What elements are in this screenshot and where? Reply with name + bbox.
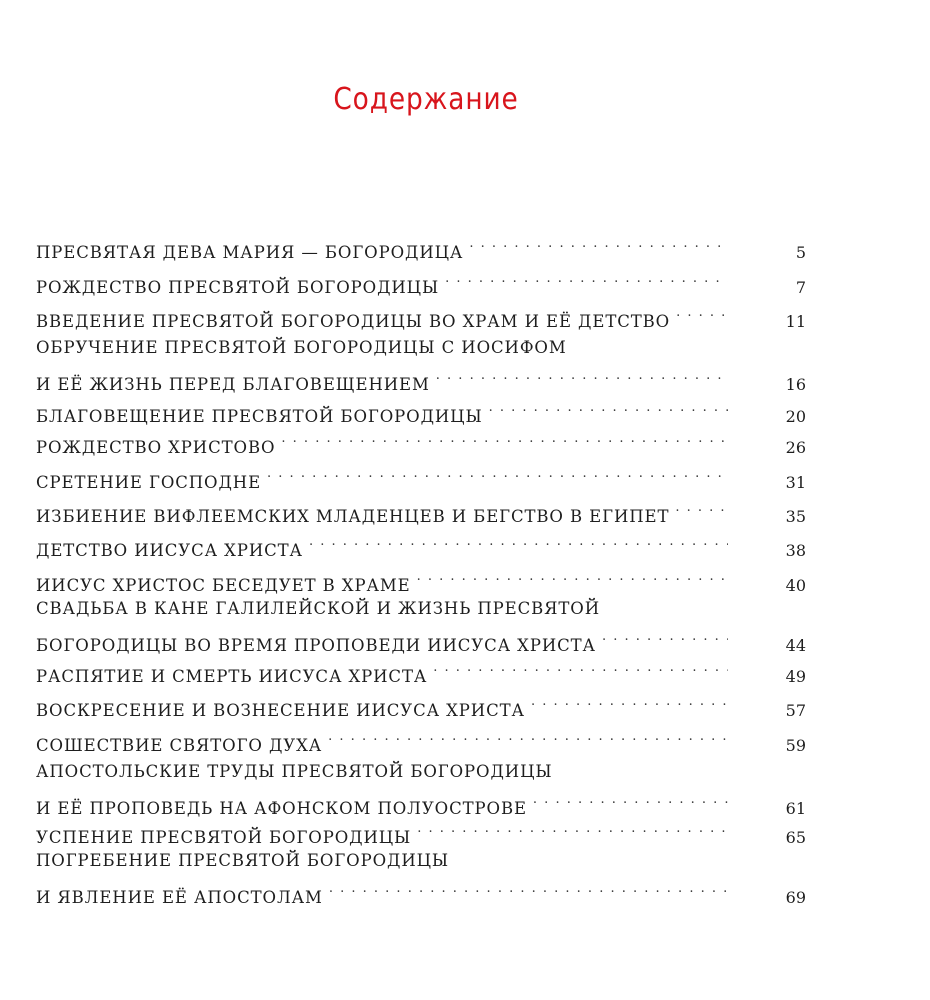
dot-leader <box>489 394 728 422</box>
dot-leader <box>531 688 728 716</box>
toc-entry-title: ПРЕСВЯТАЯ ДЕВА МАРИЯ — БОГОРОДИЦА <box>36 243 464 262</box>
toc-entry-title: БЛАГОВЕЩЕНИЕ ПРЕСВЯТОЙ БОГОРОДИЦЫ <box>36 407 483 426</box>
toc-entry-title: РОЖДЕСТВО ХРИСТОВО <box>36 438 276 457</box>
dot-leader <box>309 528 728 556</box>
toc-page-number: 35 <box>785 507 806 526</box>
dot-leader <box>433 654 728 682</box>
toc-page-number: 69 <box>785 888 806 907</box>
toc-entry-title: ИЗБИЕНИЕ ВИФЛЕЕМСКИХ МЛАДЕНЦЕВ И БЕГСТВО В ЕГИПЕТ <box>36 507 670 526</box>
toc-page-number: 44 <box>785 636 806 655</box>
toc-entry-title-line1: ОБРУЧЕНИЕ ПРЕСВЯТОЙ БОГОРОДИЦЫ С ИОСИФОМ <box>36 338 567 357</box>
toc-entry[interactable] <box>36 528 806 565</box>
toc-entry-title-line1: СВАДЬБА В КАНЕ ГАЛИЛЕЙСКОЙ И ЖИЗНЬ ПРЕСВЯТОЙ <box>36 599 601 618</box>
toc-page-number: 61 <box>785 799 806 818</box>
dot-leader <box>267 460 728 488</box>
toc-page-number: 26 <box>785 438 806 457</box>
toc-entry[interactable] <box>36 230 806 267</box>
toc-page-number: 65 <box>785 828 806 847</box>
toc-entry[interactable] <box>36 265 806 302</box>
dot-leader <box>469 230 728 258</box>
toc-entry-title: ДЕТСТВО ИИСУСА ХРИСТА <box>36 541 303 560</box>
toc-entry-title: ВВЕДЕНИЕ ПРЕСВЯТОЙ БОГОРОДИЦЫ ВО ХРАМ И ЕЁ ДЕТСТВО <box>36 312 671 331</box>
toc-entry-title-line2: БОГОРОДИЦЫ ВО ВРЕМЯ ПРОПОВЕДИ ИИСУСА ХРИСТА <box>36 636 596 655</box>
toc-page-number: 11 <box>785 312 806 331</box>
toc-page-number: 49 <box>785 667 806 686</box>
page-title: Содержание <box>333 82 519 117</box>
dot-leader <box>445 265 728 293</box>
toc-entry-title: СРЕТЕНИЕ ГОСПОДНЕ <box>36 473 262 492</box>
dot-leader <box>281 425 728 453</box>
toc-entry[interactable] <box>36 425 806 462</box>
toc-entry-title-line2: И ЕЁ ПРОПОВЕДЬ НА АФОНСКОМ ПОЛУОСТРОВЕ <box>36 799 527 818</box>
toc-entry-title-line1: АПОСТОЛЬСКИЕ ТРУДЫ ПРЕСВЯТОЙ БОГОРОДИЦЫ <box>36 762 553 781</box>
toc-entry-title: ИИСУС ХРИСТОС БЕСЕДУЕТ В ХРАМЕ <box>36 576 411 595</box>
toc-entry[interactable] <box>36 723 806 760</box>
dot-leader <box>417 815 728 843</box>
toc-entry-title: РАСПЯТИЕ И СМЕРТЬ ИИСУСА ХРИСТА <box>36 667 428 686</box>
toc-page-number: 7 <box>795 278 806 297</box>
dot-leader <box>329 875 728 903</box>
toc-entry-title-line1: ПОГРЕБЕНИЕ ПРЕСВЯТОЙ БОГОРОДИЦЫ <box>36 851 450 870</box>
toc-entry[interactable] <box>36 299 806 336</box>
toc-page-number: 40 <box>785 576 806 595</box>
toc-entry[interactable] <box>36 758 806 823</box>
toc-entry-title: РОЖДЕСТВО ПРЕСВЯТОЙ БОГОРОДИЦЫ <box>36 278 440 297</box>
toc-entry[interactable] <box>36 334 806 399</box>
toc-entry-title: УСПЕНИЕ ПРЕСВЯТОЙ БОГОРОДИЦЫ <box>36 828 412 847</box>
dot-leader <box>675 494 728 522</box>
toc-entry-title: ВОСКРЕСЕНИЕ И ВОЗНЕСЕНИЕ ИИСУСА ХРИСТА <box>36 701 525 720</box>
dot-leader <box>328 723 728 751</box>
toc-entry-title-line2: И ЯВЛЕНИЕ ЕЁ АПОСТОЛАМ <box>36 888 323 907</box>
dot-leader <box>676 299 728 327</box>
toc-page-number: 5 <box>795 243 806 262</box>
dot-leader <box>533 786 728 814</box>
toc-page-number: 16 <box>785 375 806 394</box>
toc-page-number: 38 <box>785 541 806 560</box>
dot-leader <box>436 362 728 390</box>
toc-entry[interactable] <box>36 654 806 691</box>
dot-leader <box>602 623 728 651</box>
toc-entry-title: СОШЕСТВИЕ СВЯТОГО ДУХА <box>36 736 323 755</box>
toc-entry[interactable] <box>36 688 806 725</box>
toc-entry[interactable] <box>36 595 806 660</box>
toc-entry[interactable] <box>36 847 806 912</box>
toc-page-number: 59 <box>785 736 806 755</box>
toc-entry[interactable] <box>36 460 806 497</box>
dot-leader <box>417 563 728 591</box>
toc-page-number: 20 <box>785 407 806 426</box>
toc-page-number: 57 <box>785 701 806 720</box>
toc-page-number: 31 <box>785 473 806 492</box>
toc-entry-title-line2: И ЕЁ ЖИЗНЬ ПЕРЕД БЛАГОВЕЩЕНИЕМ <box>36 375 430 394</box>
toc-entry[interactable] <box>36 494 806 531</box>
